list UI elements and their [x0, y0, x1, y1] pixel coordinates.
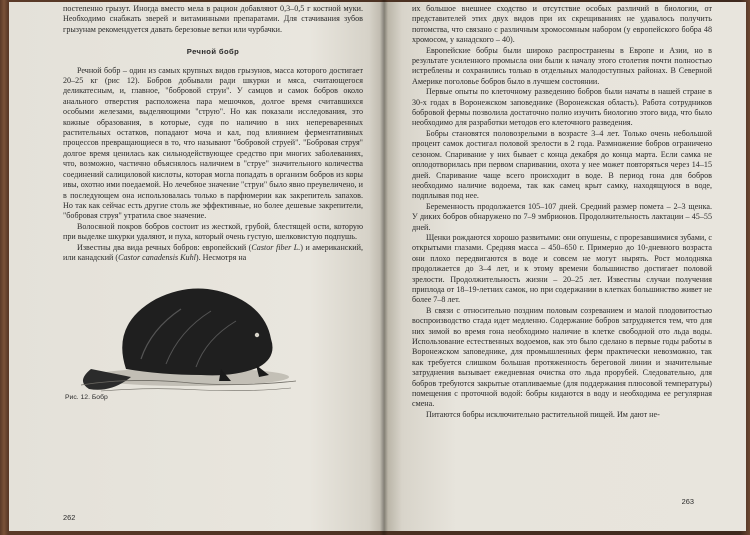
- left-column: [63, 4, 363, 417]
- species-european: Castor fiber L.: [251, 242, 301, 252]
- section-heading: Речной бобр: [186, 47, 240, 57]
- paragraph-species: [63, 243, 363, 264]
- left-page: [9, 2, 384, 531]
- right-page: [384, 2, 746, 531]
- paragraph-feeding: Питаются бобры исключительно растительной пищей. Им дают не-: [426, 409, 660, 419]
- right-column: [412, 4, 712, 420]
- paragraph-chromosomes: их большое внешнее сходство и отсутствие особых различий в биологии, от представителей этих двух видов при их скрещиваниях не удавалось получить потомства, что связано с различным хромосомным набором (у европейского бобра 48 хромосом, у канадского – 40).: [412, 4, 712, 45]
- paragraph-beaver-description: Речной бобр – один из самых крупных видов грызунов, масса которого достигает 20–25 кг (рис 12). Бобров добывали ради шкурки и мяса, считающегося деликатесным, и, главное, "бобровой струи". У самцов и самок бобров около анального отверстия расположена пара мешочков, долгое время считавшихся особыми железами, выделяющими "струю". Но как показали исследования, это кожные образования, в которые, судя по наличию в них непереваренных растительных остатков, попадают моча и кал, под влиянием ферментативных процессов превращающиеся в то, что называют "бобровой струей". "Бобровая струя" долгое время ценилась как сильнодействующее средство при многих заболеваниях, что, возможно, частично объяснялось наличием в "струе" значительного количества соединений салициловой кислоты, которая могла попадать в организм бобров из коры ивы, охотно ими поедаемой. Но лечебное значение "струи" было явно преувеличено, и в последующем она использовалась только в парфюмерии как закрепитель запахов. Но так как сейчас есть другие столь же эффективные, но более дешевые закрепители, "бобровая струя" утратила свое значение.: [63, 65, 363, 221]
- page-number-left: 262: [63, 512, 76, 522]
- beaver-illustration: [71, 269, 301, 394]
- paragraph-maturity: Бобры становятся половозрелыми в возрасте 3–4 лет. Только очень небольшой процент самок достигал половой зрелости в 2 года. Размножение бобров ограничено сезоном. Спаривание у них бывает с конца декабря до конца марта. Если самка не оплодотворилась при первом спаривании, охота у нее может повторяться через 14–15 дней. Спаривание чаще всего происходит в воде. В период гона для бобров необходимо наличие водоема, так как самец крыт самку, находящуюся в воде, подплывая под нее.: [412, 128, 712, 201]
- intro-paragraph: постепенно грызут. Иногда вместо мела в рацион добавляют 0,3–0,5 г костной муки. Необходимо снабжать зверей и витаминными препаратами. Для стачивания зубов грызунам рекомендуется давать березовые ветки или чурбачки.: [63, 4, 363, 34]
- species-text-a: Известны два вида речных бобров: европейский (: [77, 242, 252, 252]
- paragraph-pregnancy: Беременность продолжается 105–107 дней. Средний размер помета – 2–3 щенка. У диких бобров обнаружено по 7–9 эмбрионов. Продолжительность лактации – 45–55 дней.: [412, 201, 712, 232]
- paragraph-pups: Щенки рождаются хорошо развитыми: они опушены, с прорезавшимися зубами, с открытыми глазами. Средняя масса – 450–650 г. Примерно до 10-дневного возраста они плохо передвигаются в воде и совсем не могут нырять. Рост молодняка продолжается до 3–4 лет, и к этому времени большинство достигает половой зрелости. Продолжительность жизни – 20–25 лет. Известны случаи получения приплода от 18–19-летних самок, но при содержании в клетках большинство живет не более 7–8 лет.: [412, 232, 712, 305]
- paragraph-distribution: Европейские бобры были широко распространены в Европе и Азии, но в результате усиленного промысла они были к началу этого столетия почти полностью истреблены и сохранились только в отдельных малодоступных районах. В Северной Америке поголовье бобров было в лучшем состоянии.: [412, 45, 712, 86]
- paragraph-first-experiments: Первые опыты по клеточному разведению бобров были начаты в нашей стране в 30-х годах в Воронежском заповеднике (Воронежская область). Работа сотрудников бобровой фермы позволила достаточно полно изучить биологию этого вида, что было необходимо для разработки методов его клеточного разведения.: [412, 87, 712, 128]
- paragraph-breeding-conditions: В связи с относительно поздним половым созреванием и малой плодовитостью воспроизводство стада идет медленно. Содержание бобров затрудняется тем, что для них зимой во время гона необходимо наличие в клетке свободной ото льда воды. Использование естественных водоемов, как это было сделано в первые годы работы в Воронежском заповеднике, для промышленных ферм практически невозможно, так как требуется слишком большая протяженность береговой линии и значительные затруднения вызывает ежедневная очистка ото льда прорубей. Следовательно, для бобров требуются закрытые отапливаемые (для поддержания плюсовой температуры) помещения с проточной водой: бобры кидаются в воду и необходима ее регулярная смена.: [412, 305, 712, 409]
- figure-caption: Рис. 12. Бобр: [65, 394, 108, 402]
- species-text-c: ). Несмотря на: [195, 252, 247, 262]
- page-number-right: 263: [681, 496, 694, 506]
- species-text-b: ) и американский, или канадский (: [63, 242, 363, 262]
- figure-beaver: [63, 269, 363, 417]
- paragraph-fur: Волосяной покров бобров состоит из жесткой, грубой, блестящей ости, которую при выделке шкурки удаляют, и пуха, который очень густую, шелковистую подпушь.: [63, 221, 363, 242]
- species-canadian: Castor canadensis Kuhl: [118, 252, 196, 262]
- book-gutter: [380, 0, 388, 535]
